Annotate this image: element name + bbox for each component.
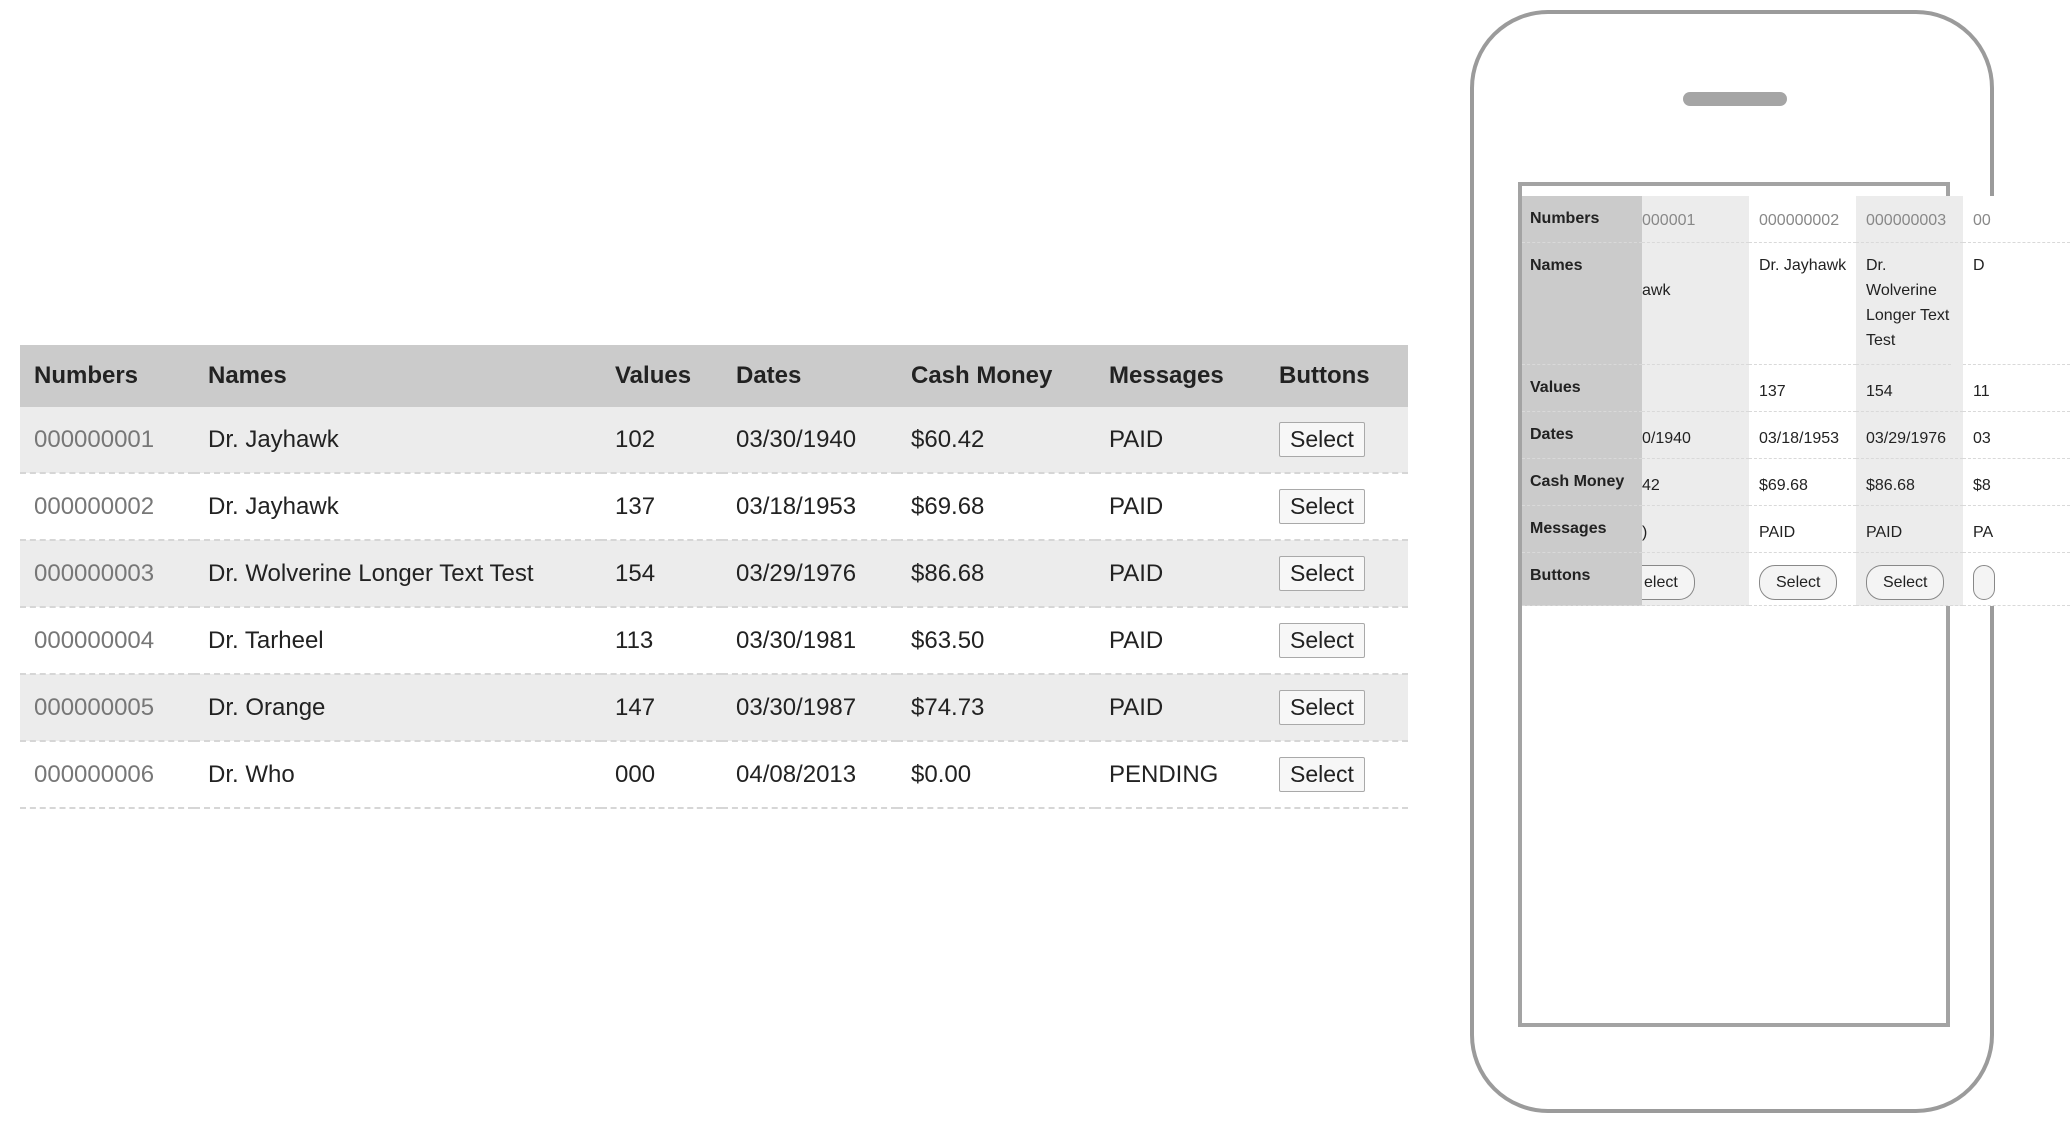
- mobile-cell-name: D: [1963, 243, 2070, 365]
- cell-name: Dr. Tarheel: [194, 607, 601, 674]
- data-table-desktop: [20, 345, 1408, 809]
- mobile-cell-cash: $69.68: [1749, 459, 1856, 506]
- cell-date: 03/30/1987: [722, 674, 897, 741]
- cell-value: 000: [601, 741, 722, 808]
- cell-date: 04/08/2013: [722, 741, 897, 808]
- cell-button: [1265, 674, 1408, 741]
- cell-value: 137: [601, 473, 722, 540]
- select-button[interactable]: Select: [1279, 757, 1365, 792]
- mobile-cell-value: [1642, 365, 1749, 412]
- table-row: [20, 741, 1408, 808]
- mobile-record-column: [1749, 196, 1856, 606]
- cell-name: Dr. Wolverine Longer Text Test: [194, 540, 601, 607]
- mobile-header-column: [1522, 196, 1642, 606]
- cell-cash: $0.00: [897, 741, 1095, 808]
- mobile-cell-button: [1963, 553, 2070, 606]
- cell-number: 000000004: [20, 607, 194, 674]
- mobile-cell-button: [1642, 553, 1749, 606]
- cell-name: Dr. Who: [194, 741, 601, 808]
- mobile-cell-value: 154: [1856, 365, 1963, 412]
- cell-button: [1265, 407, 1408, 473]
- phone-screen[interactable]: [1518, 182, 1994, 1027]
- mobile-cell-number: 000000003: [1856, 196, 1963, 243]
- select-button[interactable]: Select: [1279, 623, 1365, 658]
- table-row: [20, 607, 1408, 674]
- cell-value: 113: [601, 607, 722, 674]
- mobile-record-column: [1963, 196, 2070, 606]
- cell-message: PAID: [1095, 540, 1265, 607]
- header-buttons: Buttons: [1265, 345, 1408, 407]
- mobile-cell-message: PA: [1963, 506, 2070, 553]
- cell-name: Dr. Jayhawk: [194, 473, 601, 540]
- cell-name: Dr. Jayhawk: [194, 407, 601, 473]
- mobile-cell-message: ): [1642, 506, 1749, 553]
- select-button[interactable]: Select: [1279, 556, 1365, 591]
- cell-cash: $63.50: [897, 607, 1095, 674]
- mobile-cell-name: [1642, 243, 1749, 365]
- header-names: Names: [194, 345, 601, 407]
- cell-message: PAID: [1095, 407, 1265, 473]
- select-button[interactable]: Select: [1279, 690, 1365, 725]
- mobile-record-column: [1642, 196, 1749, 606]
- mobile-cell-date: 0/1940: [1642, 412, 1749, 459]
- table-row: [20, 407, 1408, 473]
- mobile-header-cash-money: Cash Money: [1522, 459, 1642, 506]
- cell-value: 154: [601, 540, 722, 607]
- cell-date: 03/30/1940: [722, 407, 897, 473]
- cell-message: PAID: [1095, 473, 1265, 540]
- header-cash-money: Cash Money: [897, 345, 1095, 407]
- cell-button: [1265, 540, 1408, 607]
- mobile-cell-message: PAID: [1749, 506, 1856, 553]
- cell-cash: $69.68: [897, 473, 1095, 540]
- select-button[interactable]: elect: [1642, 565, 1695, 600]
- mobile-cell-date: 03/29/1976: [1856, 412, 1963, 459]
- cell-button: [1265, 607, 1408, 674]
- mobile-cell-cash: $86.68: [1856, 459, 1963, 506]
- cell-button: [1265, 473, 1408, 540]
- header-dates: Dates: [722, 345, 897, 407]
- select-button-partial[interactable]: [1973, 565, 1995, 600]
- table-header-row: [20, 345, 1408, 407]
- mobile-header-dates: Dates: [1522, 412, 1642, 459]
- header-numbers: Numbers: [20, 345, 194, 407]
- mobile-cell-message: PAID: [1856, 506, 1963, 553]
- select-button[interactable]: Select: [1279, 489, 1365, 524]
- select-button[interactable]: Select: [1866, 565, 1944, 600]
- phone-mockup: [1470, 10, 1994, 1113]
- select-button[interactable]: Select: [1759, 565, 1837, 600]
- cell-number: 000000001: [20, 407, 194, 473]
- cell-button: [1265, 741, 1408, 808]
- cell-cash: $74.73: [897, 674, 1095, 741]
- cell-message: PAID: [1095, 607, 1265, 674]
- mobile-cell-button: [1749, 553, 1856, 606]
- cell-message: PENDING: [1095, 741, 1265, 808]
- select-button[interactable]: Select: [1279, 422, 1365, 457]
- header-values: Values: [601, 345, 722, 407]
- cell-number: 000000006: [20, 741, 194, 808]
- table: [20, 345, 1408, 809]
- table-row: [20, 674, 1408, 741]
- mobile-cell-number: 00: [1963, 196, 2070, 243]
- cell-cash: $86.68: [897, 540, 1095, 607]
- mobile-record-column: [1856, 196, 1963, 606]
- phone-speaker: [1683, 92, 1787, 106]
- mobile-cell-button: [1856, 553, 1963, 606]
- cell-date: 03/30/1981: [722, 607, 897, 674]
- cell-cash: $60.42: [897, 407, 1095, 473]
- cell-number: 000000002: [20, 473, 194, 540]
- mobile-cell-number: 000001: [1642, 196, 1749, 243]
- cell-number: 000000005: [20, 674, 194, 741]
- cell-name: Dr. Orange: [194, 674, 601, 741]
- mobile-header-messages: Messages: [1522, 506, 1642, 553]
- mobile-cell-name-text: awk: [1642, 282, 1671, 299]
- mobile-cell-value: 137: [1749, 365, 1856, 412]
- mobile-header-buttons: Buttons: [1522, 553, 1642, 606]
- cell-value: 102: [601, 407, 722, 473]
- mobile-cell-date: 03/18/1953: [1749, 412, 1856, 459]
- mobile-cell-name: Dr. Jayhawk: [1749, 243, 1856, 365]
- mobile-header-numbers: Numbers: [1522, 196, 1642, 243]
- mobile-scroll-columns[interactable]: [1642, 196, 2070, 606]
- cell-date: 03/29/1976: [722, 540, 897, 607]
- mobile-cell-cash: 42: [1642, 459, 1749, 506]
- mobile-cell-name: Dr. Wolverine Longer Text Test: [1856, 243, 1951, 365]
- cell-date: 03/18/1953: [722, 473, 897, 540]
- header-messages: Messages: [1095, 345, 1265, 407]
- mobile-cell-value: 11: [1963, 365, 2070, 412]
- cell-value: 147: [601, 674, 722, 741]
- table-row: [20, 473, 1408, 540]
- mobile-cell-date: 03: [1963, 412, 2070, 459]
- mobile-cell-number: 000000002: [1749, 196, 1856, 243]
- cell-message: PAID: [1095, 674, 1265, 741]
- cell-number: 000000003: [20, 540, 194, 607]
- mobile-cell-cash: $8: [1963, 459, 2070, 506]
- table-row: [20, 540, 1408, 607]
- mobile-header-names: Names: [1522, 243, 1642, 365]
- mobile-header-values: Values: [1522, 365, 1642, 412]
